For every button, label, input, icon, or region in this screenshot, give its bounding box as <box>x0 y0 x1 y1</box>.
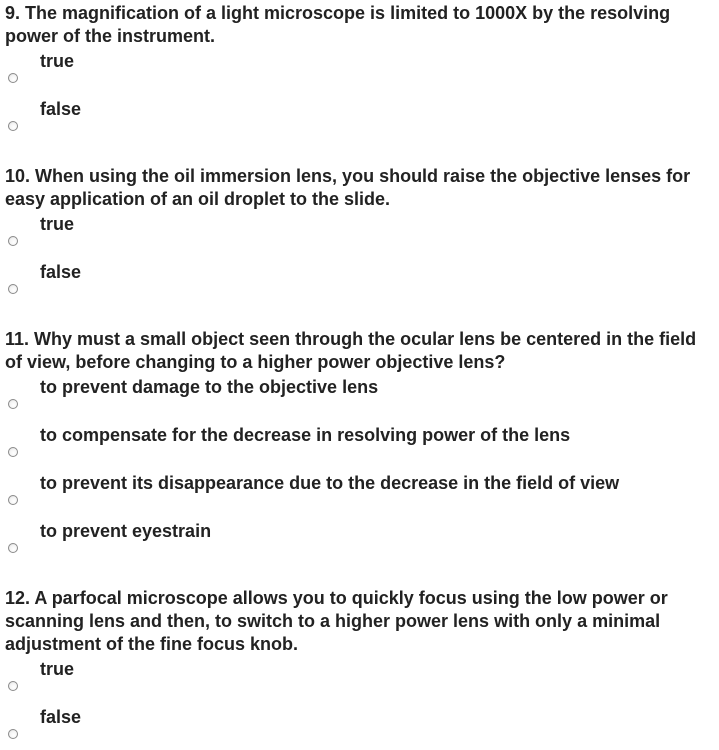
option-prevent-eyestrain[interactable] <box>5 518 717 564</box>
option-label[interactable]: false <box>40 99 82 119</box>
radio-button[interactable] <box>8 681 18 691</box>
option-true[interactable] <box>5 656 717 704</box>
radio-button[interactable] <box>8 73 18 83</box>
option-prevent-disappearance[interactable] <box>5 470 717 518</box>
option-false[interactable] <box>5 259 717 305</box>
question-12 <box>5 587 717 750</box>
question-text: 10. When using the oil immersion lens, you should raise the objective lenses for easy application of an oil droplet to the slide. <box>5 166 691 209</box>
option-compensate-resolving-power[interactable] <box>5 422 717 470</box>
question-10 <box>5 165 717 305</box>
option-label[interactable]: to compensate for the decrease in resolving power of the lens <box>40 425 571 445</box>
option-label[interactable]: true <box>40 51 75 71</box>
question-text: 12. A parfocal microscope allows you to quickly focus using the low power or scanning lens and then, to switch to a higher power lens with only a minimal adjustment of the fine focus knob. <box>5 588 668 654</box>
option-false[interactable] <box>5 704 717 750</box>
question-11 <box>5 328 717 564</box>
option-label[interactable]: false <box>40 707 82 727</box>
radio-button[interactable] <box>8 236 18 246</box>
quiz-form <box>5 2 717 750</box>
radio-button[interactable] <box>8 543 18 553</box>
option-prevent-damage[interactable] <box>5 374 717 422</box>
option-false[interactable] <box>5 96 717 142</box>
question-text: 11. Why must a small object seen through the ocular lens be centered in the field of view, before changing to a higher power objective lens? <box>5 329 697 372</box>
option-label[interactable]: to prevent eyestrain <box>40 521 212 541</box>
radio-button[interactable] <box>8 284 18 294</box>
radio-button[interactable] <box>8 447 18 457</box>
radio-button[interactable] <box>8 399 18 409</box>
option-label[interactable]: false <box>40 262 82 282</box>
question-text: 9. The magnification of a light microscope is limited to 1000X by the resolving power of the instrument. <box>5 3 671 46</box>
option-true[interactable] <box>5 48 717 96</box>
option-label[interactable]: to prevent its disappearance due to the decrease in the field of view <box>40 473 620 493</box>
option-label[interactable]: true <box>40 659 75 679</box>
radio-button[interactable] <box>8 729 18 739</box>
option-label[interactable]: true <box>40 214 75 234</box>
radio-button[interactable] <box>8 121 18 131</box>
question-9 <box>5 2 717 142</box>
option-true[interactable] <box>5 211 717 259</box>
radio-button[interactable] <box>8 495 18 505</box>
option-label[interactable]: to prevent damage to the objective lens <box>40 377 379 397</box>
